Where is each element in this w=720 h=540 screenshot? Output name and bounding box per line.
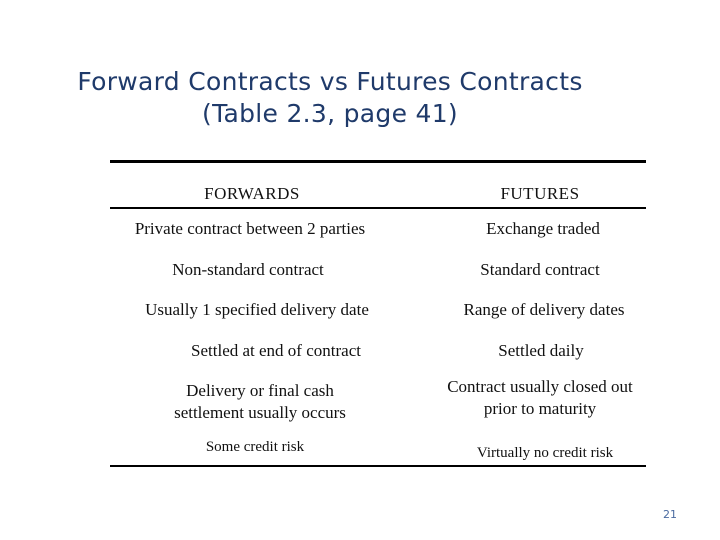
page-number: 21 — [663, 508, 677, 521]
forwards-row-1: Private contract between 2 parties — [134, 219, 366, 238]
futures-row-3: Range of delivery dates — [463, 300, 625, 319]
forwards-row-5: Delivery or final cash settlement usually occurs — [174, 381, 346, 422]
forwards-row-6: Some credit risk — [205, 439, 305, 455]
futures-row-2: Standard contract — [480, 260, 600, 279]
futures-row-6: Virtually no credit risk — [476, 445, 614, 461]
futures-row-1: Exchange traded — [486, 219, 600, 238]
forwards-row-3: Usually 1 specified delivery date — [145, 300, 369, 319]
table-header-rule — [110, 207, 646, 209]
title-line-1: Forward Contracts vs Futures Contracts — [77, 67, 583, 96]
table-top-rule — [110, 160, 646, 163]
header-forwards: FORWARDS — [204, 184, 300, 203]
futures-row-5: Contract usually closed out prior to maturity — [447, 377, 633, 418]
title-line-2: (Table 2.3, page 41) — [202, 99, 458, 128]
forwards-row-4: Settled at end of contract — [191, 341, 361, 360]
header-futures: FUTURES — [500, 184, 580, 203]
futures-row-4: Settled daily — [498, 341, 584, 360]
slide-title — [60, 66, 600, 130]
table-bottom-rule — [110, 465, 646, 467]
forwards-row-2: Non-standard contract — [172, 260, 324, 279]
